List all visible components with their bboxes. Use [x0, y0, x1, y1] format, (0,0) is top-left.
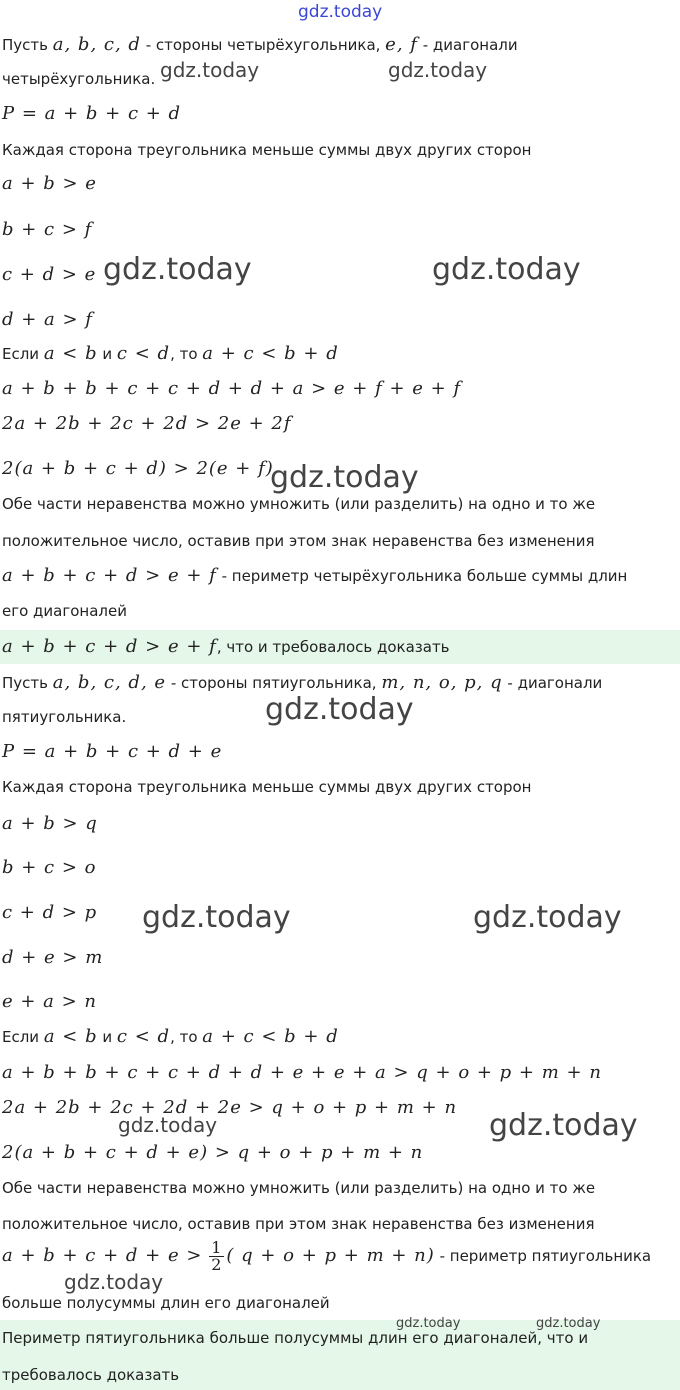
watermark: gdz.today [489, 1108, 638, 1143]
intro-line-2: четырёхугольника. [2, 70, 156, 88]
inequality: a + b > q [2, 813, 98, 834]
inequality: d + e > m [2, 947, 104, 968]
one-half-fraction: $\frac{1}{2}$ [211, 1238, 223, 1274]
watermark: gdz.today [265, 692, 414, 727]
watermark: gdz.today [396, 1316, 461, 1331]
diagonals-math: e, f [385, 34, 418, 55]
diagonals-math: m, n, o, p, q [381, 672, 503, 693]
intro-line: Пусть a, b, c, d - стороны четырёхугольника, e, f - диагонали [2, 34, 518, 55]
watermark: gdz.today [536, 1316, 601, 1331]
sum-inequality: 2a + 2b + 2c + 2d + 2e > q + o + p + m + n [2, 1097, 458, 1118]
explanation: положительное число, оставив при этом знак неравенства без изменения [2, 1215, 595, 1233]
sides-math: a, b, c, d, e [52, 672, 167, 693]
watermark: gdz.today [270, 460, 419, 495]
watermark: gdz.today [142, 900, 291, 935]
if-line: Если a < b и c < d, то a + c < b + d [2, 343, 339, 364]
watermark: gdz.today [118, 1113, 218, 1137]
watermark: gdz.today [298, 2, 383, 22]
triangle-rule: Каждая сторона треугольника меньше суммы двух других сторон [2, 141, 532, 159]
sides-math: a, b, c, d [52, 34, 141, 55]
conclusion: Периметр пятиугольника больше полусуммы длин его диагоналей, что и [2, 1329, 589, 1347]
explanation: Обе части неравенства можно умножить (или разделить) на одно и то же [2, 1179, 596, 1197]
explanation: Обе части неравенства можно умножить (или разделить) на одно и то же [2, 495, 596, 513]
intro-line-2: пятиугольника. [2, 708, 127, 726]
sum-inequality: 2a + 2b + 2c + 2d > 2e + 2f [2, 413, 292, 434]
inequality: c + d > p [2, 902, 98, 923]
inequality: e + a > n [2, 991, 98, 1012]
watermark: gdz.today [432, 252, 581, 287]
inequality: c + d > e [2, 264, 97, 285]
watermark: gdz.today [160, 58, 260, 82]
inequality: d + a > f [2, 309, 93, 330]
inequality: a + b > e [2, 173, 97, 194]
intro-line: Пусть a, b, c, d, e - стороны пятиугольника, m, n, o, p, q - диагонали [2, 672, 603, 693]
perimeter-formula: P = a + b + c + d + e [2, 741, 223, 762]
result-line-2: его диагоналей [2, 602, 127, 620]
explanation: положительное число, оставив при этом знак неравенства без изменения [2, 532, 595, 550]
triangle-rule: Каждая сторона треугольника меньше суммы двух других сторон [2, 778, 532, 796]
watermark: gdz.today [388, 58, 488, 82]
sum-inequality: a + b + b + c + c + d + d + e + e + a > q + o + p + m + n [2, 1062, 602, 1083]
watermark: gdz.today [64, 1270, 164, 1294]
sum-inequality: a + b + b + c + c + d + d + a > e + f + e + f [2, 378, 462, 399]
conclusion: требовалось доказать [2, 1366, 180, 1384]
result-line: a + b + c + d + e > $\frac{1}{2}$ ( q + o + p + m + n) - периметр пятиугольника [2, 1238, 652, 1274]
watermark: gdz.today [103, 252, 252, 287]
sum-inequality: 2(a + b + c + d) > 2(e + f) [2, 458, 274, 479]
conclusion: a + b + c + d > e + f, что и требовалось доказать [2, 636, 450, 657]
perimeter-formula: P = a + b + c + d [2, 103, 182, 124]
if-line: Если a < b и c < d, то a + c < b + d [2, 1026, 339, 1047]
inequality: b + c > o [2, 857, 97, 878]
inequality: b + c > f [2, 219, 93, 240]
sum-inequality: 2(a + b + c + d + e) > q + o + p + m + n [2, 1142, 424, 1163]
result-line: a + b + c + d > e + f - периметр четырёхугольника больше суммы длин [2, 565, 628, 586]
result-line-2: больше полусуммы длин его диагоналей [2, 1294, 330, 1312]
watermark: gdz.today [473, 900, 622, 935]
